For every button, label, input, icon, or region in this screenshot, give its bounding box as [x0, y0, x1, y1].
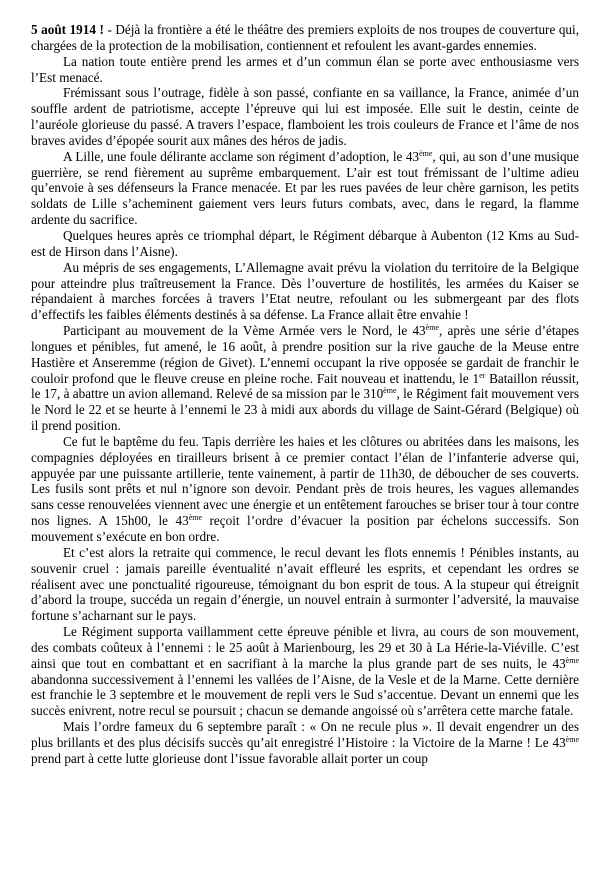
- ordinal-superscript: ème: [425, 323, 439, 333]
- paragraph-7: [31, 323, 579, 434]
- paragraph-10-text-b: abandonna successivement à l’ennemi les vallées de l’Aisne, de la Vesle et de la Marne. Cette dernière est franchie le 3 septembre et le mouvement de repli vers le Sud s’accentue. Devant un ennemi que les succès enivrent, notre recul se poursuit ; chacun se demande angoissé où s’arrêtera cette marche fatale.: [31, 671, 579, 719]
- ordinal-superscript: ème: [419, 148, 433, 158]
- paragraph-10-text-a: Le Régiment supporta vaillamment cette épreuve pénible et livra, au cours de son mouvement, des combats coûteux à l’ennemi : le 25 août à Marienbourg, les 29 et 30 à La Hérie-la-Viéville. C’est ainsi que tout en combattant et en sacrifiant à la marche la plus grande part de ses nuits, le 43: [31, 624, 579, 671]
- paragraph-11-text-a: Mais l’ordre fameux du 6 septembre paraît : « On ne recule plus ». Il devait engendrer un des plus brillants et des plus décisifs succès qu’ait enregistré l’Histoire : la Victoire de la Marne ! Le 43: [31, 719, 579, 750]
- ordinal-superscript: er: [479, 370, 486, 380]
- paragraph-10: [31, 624, 579, 719]
- ordinal-superscript: ème: [565, 734, 579, 744]
- paragraph-4-text-a: A Lille, une foule délirante acclame son régiment d’adoption, le 43: [63, 148, 420, 164]
- paragraph-7-text-a: Participant au mouvement de la Vème Armée vers le Nord, le 43: [63, 323, 426, 339]
- paragraph-8: [31, 434, 579, 545]
- ordinal-superscript: ème: [188, 513, 203, 523]
- paragraph-11-text-b: prend part à cette lutte glorieuse dont l’issue favorable allait porter un coup: [31, 750, 428, 766]
- paragraph-8-text-b: reçoit l’ordre d’évacuer la position par échelons successifs. Son mouvement s’exécute en bon ordre.: [31, 513, 579, 544]
- paragraph-8-text-a: Ce fut le baptême du feu. Tapis derrière les haies et les clôtures ou abritées dans les maisons, les compagnies déployées en tirailleurs brisent à ce premier contact l’élan de l’infanterie adverse qui, appuyée par une puissante artillerie, tente vainement, à partir de 11h30, de déboucher de ses couverts. Les fusils sont prêts et nul n’ignore son devoir. Pendant près de trois heures, les vagues allemandes sans cesse renouvelées viennent avec une énergie et un entêtement farouches se briser tour à tour contre nos lignes. A 15h00, le 43: [31, 433, 579, 529]
- paragraph-3: Frémissant sous l’outrage, fidèle à son passé, confiante en sa vaillance, la France, animée d’un souffle ardent de patriotisme, accepte l’épreuve qui lui est imposée. Elle suit le destin, ceinte de l’auréole glorieuse du passé. A travers l’espace, flamboient les trois couleurs de France et l’âme de nos braves avides d’épopée sourit aux mânes des héros de jadis.: [31, 85, 579, 148]
- paragraph-6: Au mépris de ses engagements, L’Allemagne avait prévu la violation du territoire de la Belgique pour atteindre plus traîtreusement la France. Dès l’ouverture de hostilités, les armées du Kaiser se répandaient à marches forcées à travers l’Etat neutre, refoulant ou les submergeant par des flots d’effectifs les faibles éléments destinés à sa défense. La France allait être envahie !: [31, 259, 579, 323]
- paragraph-1-text: - Déjà la frontière a été le théâtre des premiers exploits de nos troupes de couverture qui, chargées de la protection de la mobilisation, contiennent et refoulent les avant-gardes ennemies.: [31, 22, 579, 53]
- paragraph-7-text-b: , après une série d’étapes longues et pénibles, fut amené, le 16 août, à prendre position sur la rive gauche de la Meuse entre Hastière et Anseremme (région de Givet). L’ennemi occupant la rive opposée se gardait de franchir le couloir profond que le fleuve creuse en pleine roche. Fait nouveau et inattendu, le 1: [31, 323, 579, 386]
- paragraph-4-text-b: , qui, au son d’une musique guerrière, se rend fièrement au suprême embarquement. L’air est tout frémissant de l’ultime adieu qu’envoie à ses défenseurs la France menacée. Et par les rues pavées de leur chère garnison, les petits soldats de Lille s’acheminent gaiement vers leurs futurs combats, avec, dans le regard, la flamme ardente du sacrifice.: [31, 148, 579, 228]
- paragraph-5: Quelques heures après ce triomphal départ, le Régiment débarque à Aubenton (12 Kms au Sud-est de Hirson dans l’Aisne).: [31, 227, 579, 259]
- date-heading: 5 août 1914 !: [31, 22, 104, 37]
- paragraph-4: [31, 149, 579, 228]
- ordinal-superscript: ème: [565, 655, 579, 665]
- paragraph-1: [31, 22, 579, 54]
- paragraph-2: La nation toute entière prend les armes et d’un commun élan se porte avec enthousiasme vers l’Est menacé.: [31, 53, 579, 85]
- ordinal-superscript: ème: [383, 386, 397, 396]
- paragraph-7-text-d: , le Régiment fait mouvement vers le Nord le 22 et se heurte à l’ennemi le 23 à midi aux abords du village de Saint-Gérard (Belgique) où il prend position.: [31, 386, 579, 434]
- paragraph-11: [31, 719, 579, 767]
- paragraph-9: Et c’est alors la retraite qui commence, le recul devant les flots ennemis ! Pénibles instants, au souvenir cruel : jamais pareille éventualité n’avait effleuré les esprits, et cependant les ordres se réalisent avec une ponctualité rigoureuse, témoignant du bon esprit de tous. A la stupeur qui étreignit d’abord la troupe, succéda un regain d’énergie, un nouvel entrain à surmonter l’adversité, la mauvaise fortune s’acharnant sur le pays.: [31, 544, 579, 624]
- paragraph-7-text-c: Bataillon réussit, le 17, à abattre un avion allemand. Relevé de sa mission par le 310: [31, 370, 579, 402]
